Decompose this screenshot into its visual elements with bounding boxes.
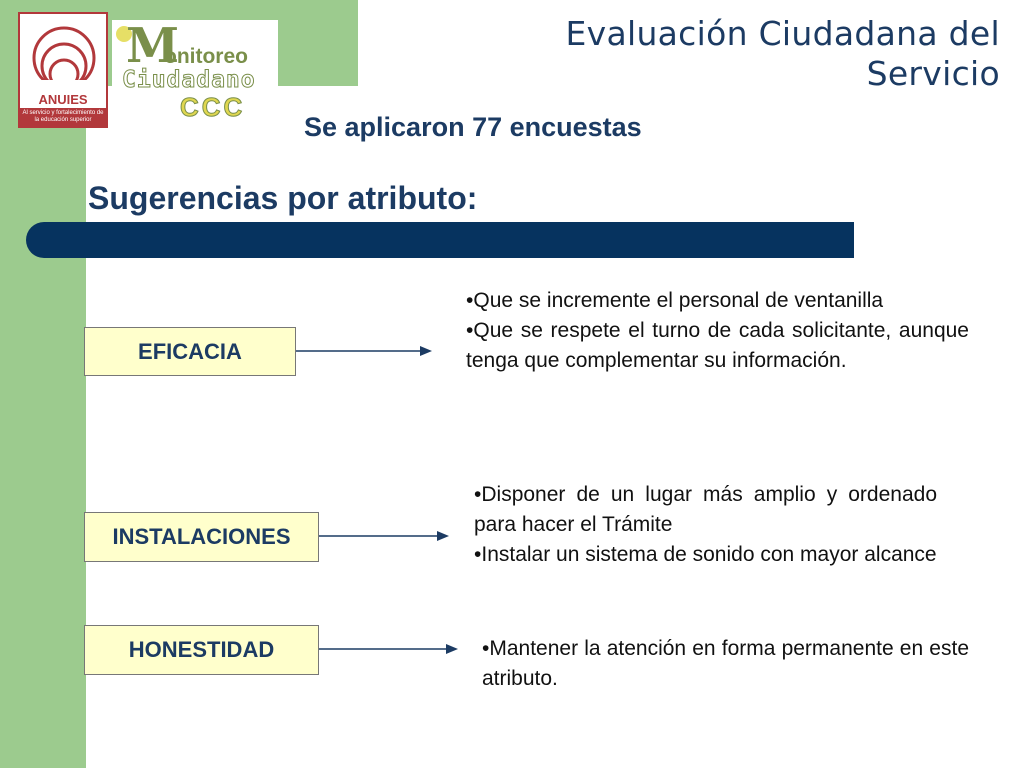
logo-m-letter: M [126, 18, 180, 74]
attribute-label: HONESTIDAD [128, 637, 275, 662]
attribute-box-honestidad [84, 625, 319, 675]
logo-ciudadano-text: Ciudadano [122, 67, 256, 93]
monitoreo-ciudadano-logo [112, 20, 278, 122]
anuies-emblem-icon [28, 18, 100, 90]
anuies-name: ANUIES [38, 92, 88, 107]
attribute-box-eficacia [84, 327, 296, 376]
title-line-1: Evaluación Ciudadana del [565, 14, 1000, 53]
suggestions-list-instalaciones [474, 480, 937, 570]
survey-count-subtitle: Se aplicaron 77 encuestas [304, 112, 642, 142]
anuies-logo [18, 12, 108, 128]
attribute-label: EFICACIA [138, 338, 242, 364]
heading-bar [26, 222, 854, 258]
page-title [565, 14, 1000, 94]
suggestion-item: • Que se respete el turno de cada solicitante, aunque tenga que complementar su información. [466, 316, 969, 376]
anuies-tagline: Al servicio y fortalecimiento de la educación superior [20, 108, 106, 128]
arrow-right-icon [319, 641, 463, 657]
attribute-box-instalaciones [84, 512, 319, 562]
suggestion-item: • Disponer de un lugar más amplio y ordenado para hacer el Trámite [474, 480, 937, 540]
suggestion-item: • Que se incremente el personal de ventanilla [466, 286, 969, 316]
attribute-label: INSTALACIONES [112, 524, 291, 549]
arrow-right-icon [296, 343, 436, 359]
suggestion-item: • Instalar un sistema de sonido con mayor alcance [474, 540, 937, 570]
suggestion-item: • Mantener la atención en forma permanente en este atributo. [482, 634, 969, 694]
section-heading: Sugerencias por atributo: [88, 180, 478, 216]
suggestions-list-honestidad [482, 634, 969, 694]
logo-monitoreo-text: onitoreo [164, 45, 248, 68]
arrow-right-icon [319, 528, 454, 544]
title-line-2: Servicio [866, 54, 1000, 93]
suggestions-list-eficacia [466, 286, 969, 376]
logo-ccc-text: CCC [180, 92, 246, 122]
